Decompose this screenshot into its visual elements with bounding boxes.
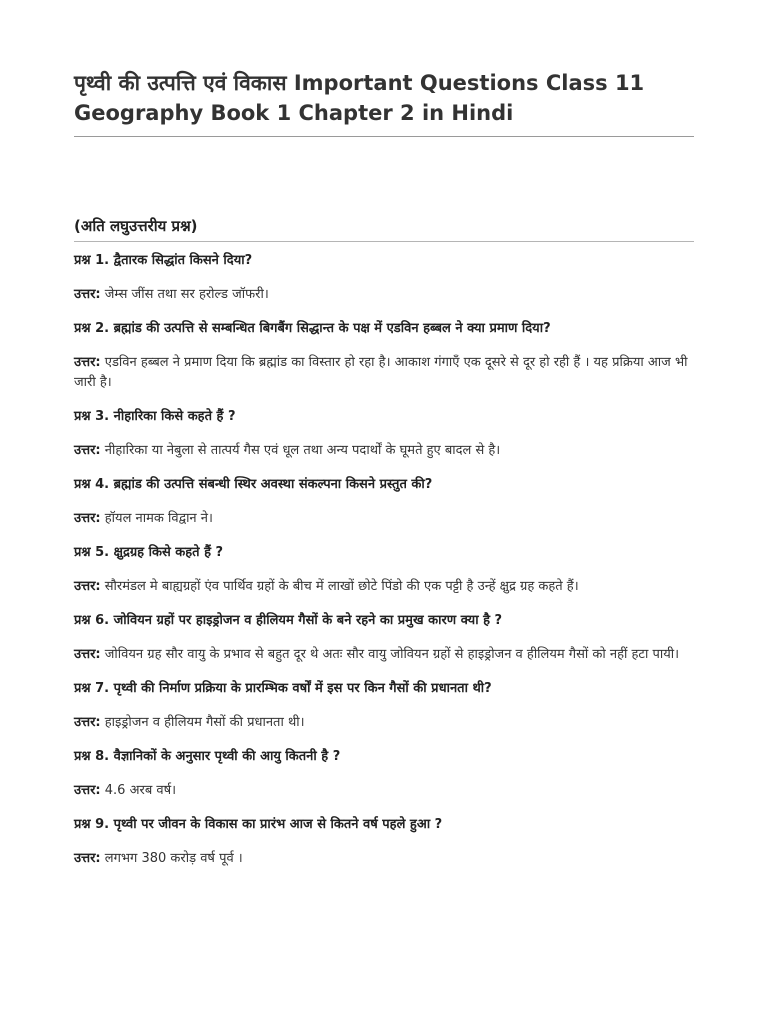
- answer-1: [74, 285, 694, 305]
- answer-label: उत्तर:: [74, 443, 101, 458]
- qa-item: [74, 475, 694, 529]
- qa-item: [74, 319, 694, 393]
- answer-5: [74, 577, 694, 597]
- question-4: प्रश्न 4. ब्रह्मांड की उत्पत्ति संबन्धी स्थिर अवस्था संकल्पना किसने प्रस्तुत की?: [74, 477, 433, 492]
- answer-7: [74, 713, 694, 733]
- answer-label: उत्तर:: [74, 851, 101, 866]
- answer-label: उत्तर:: [74, 647, 101, 662]
- answer-9: [74, 849, 694, 869]
- answer-text: जेम्स जींस तथा सर हरोल्ड जॉफरी।: [104, 287, 269, 302]
- qa-item: [74, 543, 694, 597]
- answer-text: हॉयल नामक विद्वान ने।: [104, 511, 213, 526]
- question-9: प्रश्न 9. पृथ्वी पर जीवन के विकास का प्रारंभ आज से कितने वर्ष पहले हुआ ?: [74, 817, 443, 832]
- answer-4: [74, 509, 694, 529]
- question-2: प्रश्न 2. ब्रह्मांड की उत्पत्ति से सम्बन्धित बिगबैंग सिद्धान्त के पक्ष में एडविन हब्बल ने क्या प्रमाण दिया?: [74, 321, 551, 336]
- question-7: प्रश्न 7. पृथ्वी की निर्माण प्रक्रिया के प्रारम्भिक वर्षों में इस पर किन गैसों की प्रधानता थी?: [74, 681, 492, 696]
- question-8: प्रश्न 8. वैज्ञानिकों के अनुसार पृथ्वी की आयु कितनी है ?: [74, 749, 341, 764]
- answer-label: उत्तर:: [74, 511, 101, 526]
- answer-6: [74, 645, 694, 665]
- answer-text: हाइड्रोजन व हीलियम गैसों की प्रधानता थी।: [104, 715, 305, 730]
- answer-text: नीहारिका या नेबुला से तात्पर्य गैस एवं धूल तथा अन्य पदार्थों के घूमते हुए बादल से है।: [104, 443, 501, 458]
- qa-item: [74, 815, 694, 869]
- answer-label: उत्तर:: [74, 287, 101, 302]
- answer-text: लगभग 380 करोड़ वर्ष पूर्व ।: [104, 851, 243, 866]
- answer-text: 4.6 अरब वर्ष।: [104, 783, 177, 798]
- answer-text: एडविन हब्बल ने प्रमाण दिया कि ब्रह्मांड का विस्तार हो रहा है। आकाश गंगाएँ एक दूसरे से दूर हो रही हैं । यह प्रक्रिया आज भी जारी है।: [74, 355, 688, 390]
- qa-item: [74, 747, 694, 801]
- answer-label: उत्तर:: [74, 579, 101, 594]
- answer-label: उत्तर:: [74, 783, 101, 798]
- question-5: प्रश्न 5. क्षुद्रग्रह किसे कहते हैं ?: [74, 545, 224, 560]
- document-page: [74, 68, 694, 869]
- question-1: प्रश्न 1. द्वैतारक सिद्धांत किसने दिया?: [74, 253, 253, 268]
- answer-8: [74, 781, 694, 801]
- answer-3: [74, 441, 694, 461]
- answer-text: सौरमंडल मे बाह्यग्रहों एंव पार्थिव ग्रहों के बीच में लाखों छोटे पिंडो की एक पट्टी है उन्हें क्षुद्र ग्रह कहते हैं।: [104, 579, 579, 594]
- qa-item: [74, 407, 694, 461]
- qa-item: [74, 611, 694, 665]
- answer-text: जोवियन ग्रह सौर वायु के प्रभाव से बहुत दूर थे अतः सौर वायु जोवियन ग्रहों से हाइड्रोजन व हीलियम गैसों को नहीं हटा पायी।: [104, 647, 680, 662]
- page-title: पृथ्वी की उत्पत्ति एवं विकास Important Questions Class 11 Geography Book 1 Chapter 2 in Hindi: [74, 68, 694, 137]
- answer-2: [74, 353, 694, 393]
- question-6: प्रश्न 6. जोवियन ग्रहों पर हाइड्रोजन व हीलियम गैसों के बने रहने का प्रमुख कारण क्या है ?: [74, 613, 503, 628]
- answer-label: उत्तर:: [74, 715, 101, 730]
- answer-label: उत्तर:: [74, 355, 101, 370]
- question-3: प्रश्न 3. नीहारिका किसे कहते हैं ?: [74, 409, 236, 424]
- qa-item: [74, 251, 694, 305]
- qa-item: [74, 679, 694, 733]
- section-heading: (अति लघुउत्तरीय प्रश्न): [74, 215, 694, 242]
